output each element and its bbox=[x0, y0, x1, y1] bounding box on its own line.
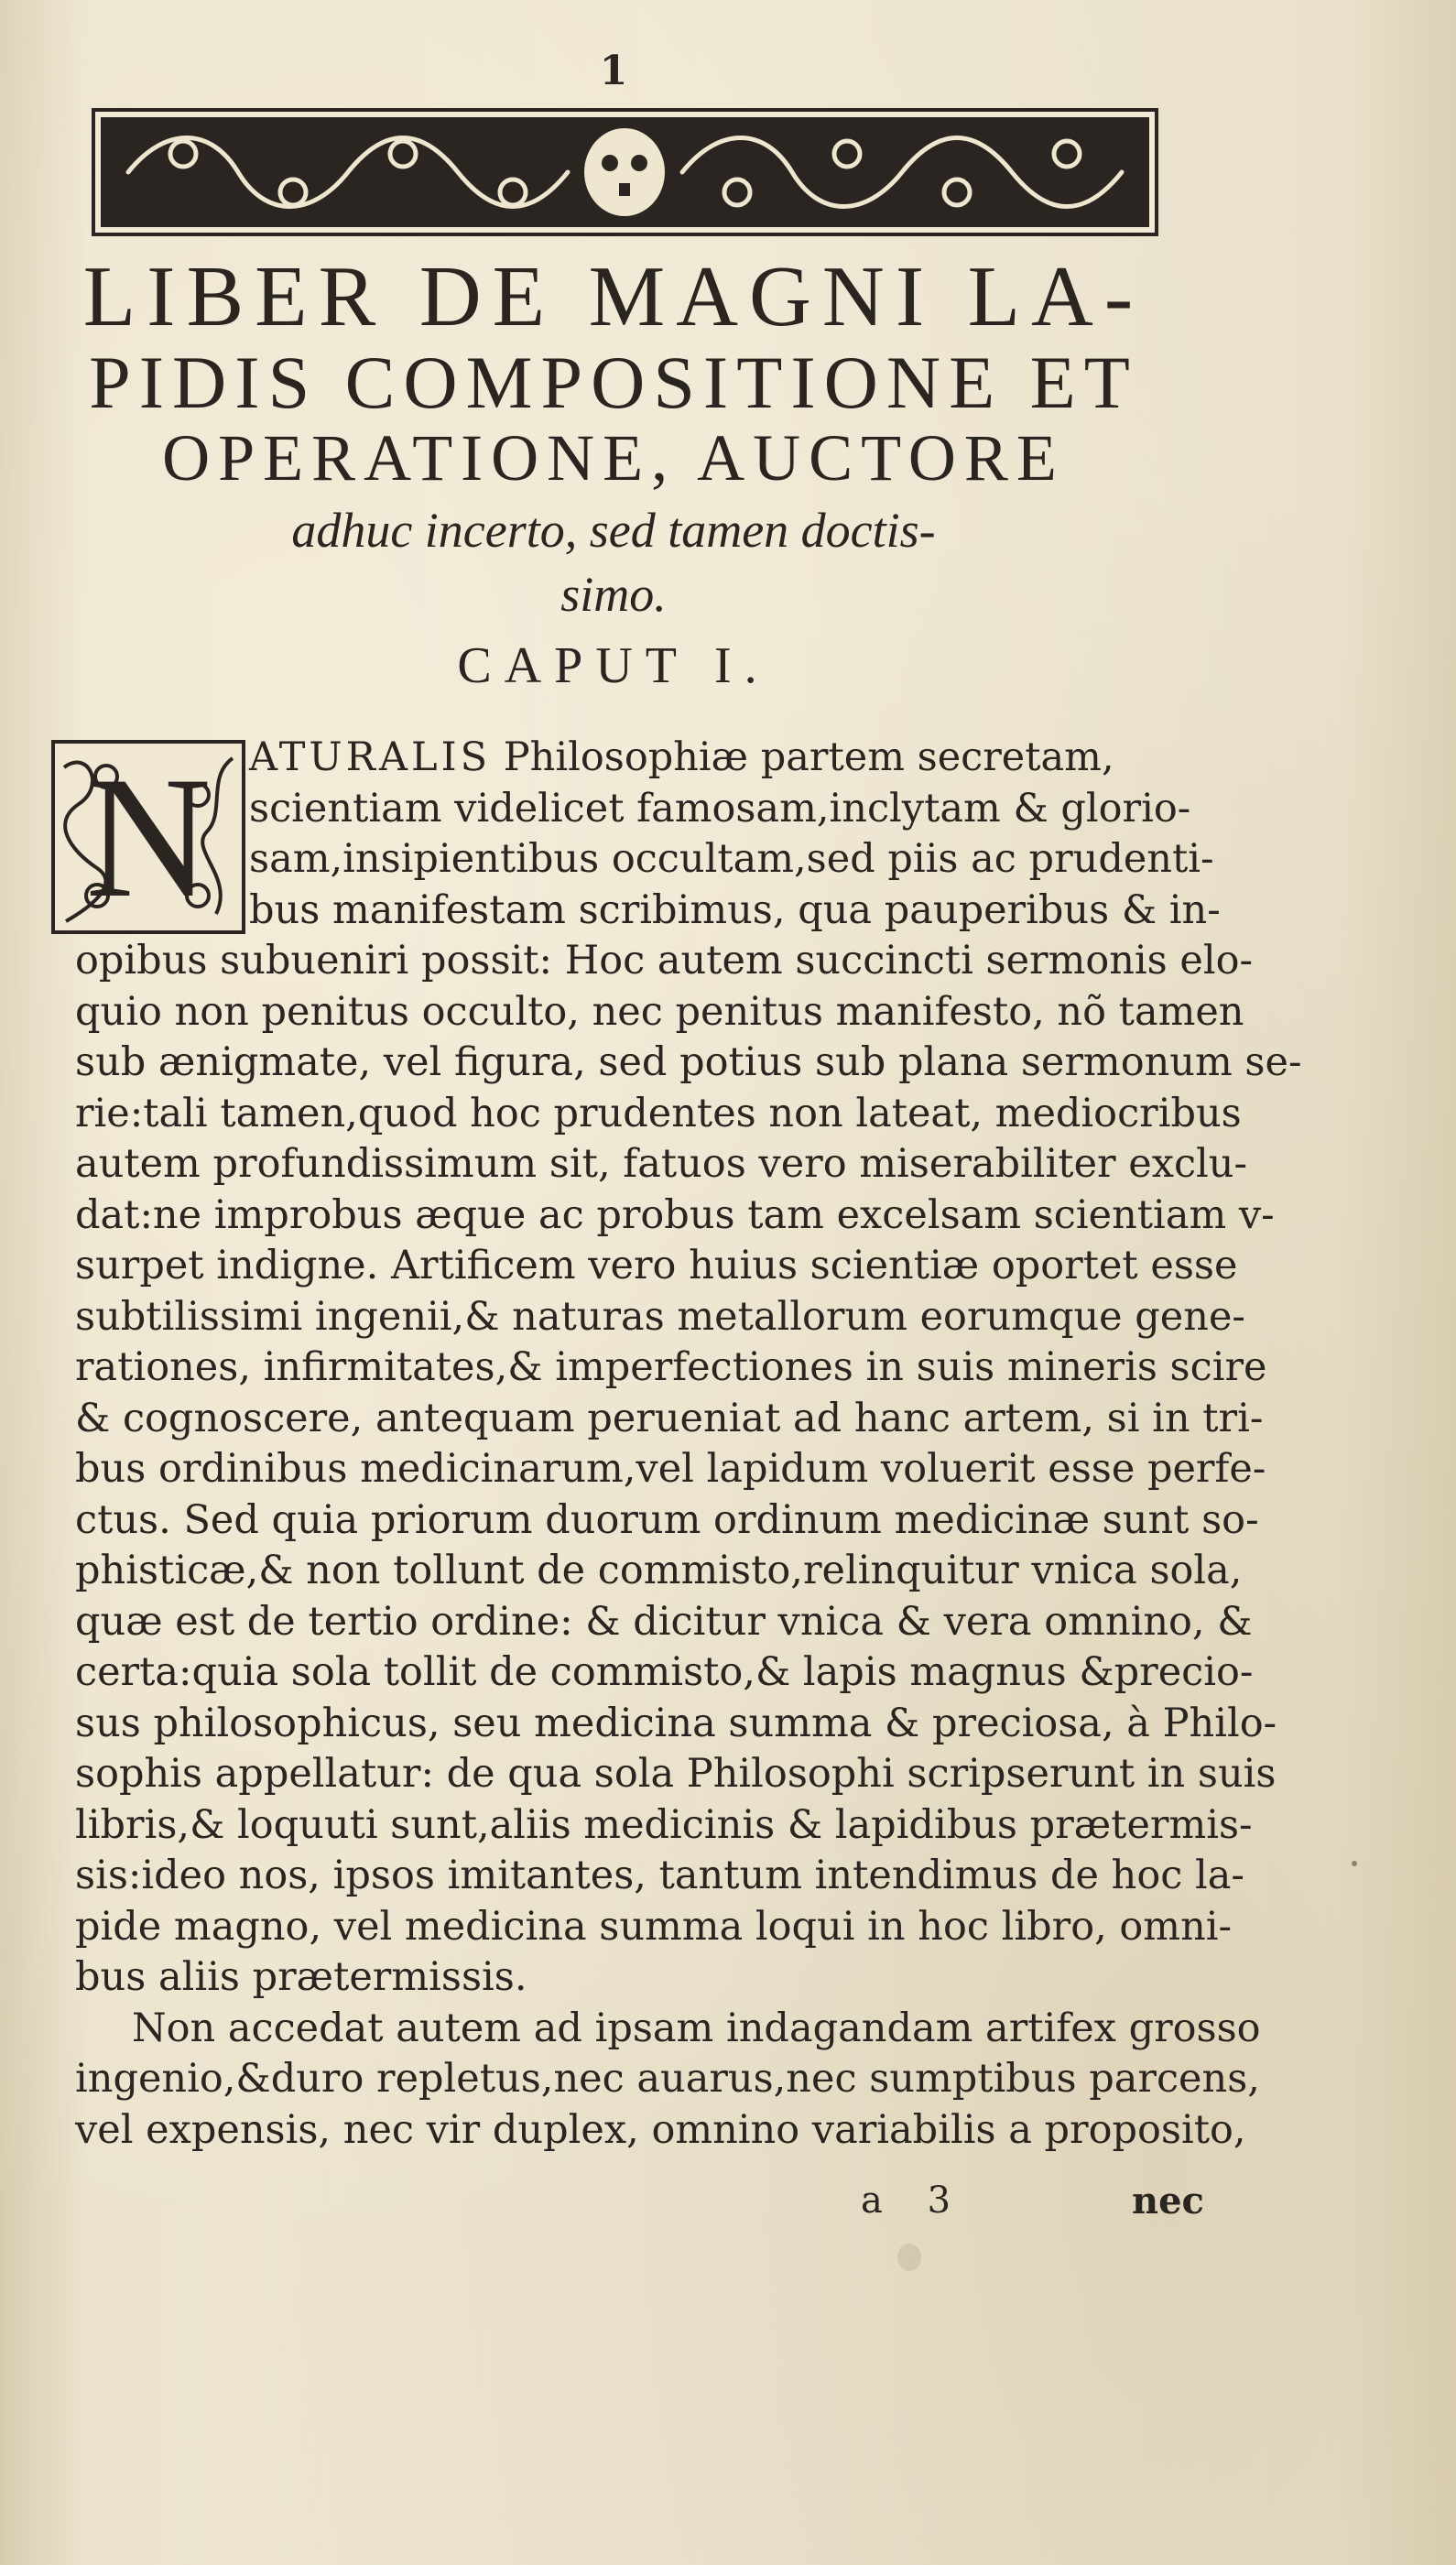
paper-stain bbox=[1352, 1861, 1357, 1866]
text-line: vel expensis, nec vir duplex, omnino variabilis a proposito, bbox=[75, 2106, 1246, 2153]
text-line: dat:ne improbus æque ac probus tam excelsam scientiam v- bbox=[75, 1191, 1275, 1238]
text-line: bus ordinibus medicinarum,vel lapidum voluerit esse perfe- bbox=[75, 1446, 1266, 1492]
text-line: phisticæ,& non tollunt de commisto,relinquitur vnica sola, bbox=[75, 1548, 1243, 1593]
ornamental-headpiece bbox=[92, 108, 1158, 236]
text-line: rationes, infirmitates,& imperfectiones in suis mineris scire bbox=[75, 1344, 1267, 1390]
title-line-1: LIBER DE MAGNI LA- bbox=[82, 249, 1145, 344]
text-line: surpet indigne. Artificem vero huius scientiæ oportet esse bbox=[75, 1243, 1238, 1288]
first-word: ATURALIS bbox=[249, 734, 492, 780]
signature-mark: a 3 bbox=[861, 2179, 968, 2222]
text-line: ingenio,&duro repletus,nec auarus,nec sumptibus parcens, bbox=[75, 2056, 1260, 2102]
text-line: libris,& loquuti sunt,aliis medicinis & lapidibus prætermis- bbox=[75, 1801, 1253, 1848]
text-line: & cognoscere, antequam perueniat ad hanc artem, si in tri- bbox=[75, 1395, 1264, 1441]
paper-stain bbox=[897, 2244, 921, 2271]
text-line: scientiam videlicet famosam,inclytam & glorio- bbox=[249, 785, 1191, 831]
book-title bbox=[37, 249, 1190, 626]
title-line-2: PIDIS COMPOSITIONE ET bbox=[89, 340, 1138, 424]
text-line: opibus subueniri possit: Hoc autem succincti sermonis elo- bbox=[75, 938, 1254, 984]
text-line: subtilissimi ingenii,& naturas metallorum eorumque gene- bbox=[75, 1293, 1245, 1340]
text-line: bus manifestam scribimus, qua pauperibus & in- bbox=[249, 886, 1221, 933]
text-line: sam,insipientibus occultam,sed piis ac prudenti- bbox=[249, 836, 1214, 882]
text-line: certa:quia sola tollit de commisto,& lapis magnus &precio- bbox=[75, 1649, 1254, 1695]
text-line: sub ænigmate, vel figura, sed potius sub plana sermonum se- bbox=[75, 1039, 1302, 1085]
title-line-3: OPERATIONE, AUCTORE bbox=[162, 420, 1065, 495]
text-line: rie:tali tamen,quod hoc prudentes non lateat, mediocribus bbox=[75, 1090, 1242, 1136]
chapter-heading: CAPUT I. bbox=[457, 637, 770, 694]
text-line-content: Philosophiæ partem secretam, bbox=[491, 734, 1114, 780]
text-line: sus philosophicus, seu medicina summa & preciosa, à Philo- bbox=[75, 1700, 1277, 1746]
text-line bbox=[75, 733, 1211, 784]
title-line-4: adhuc incerto, sed tamen doctis- simo. bbox=[291, 502, 936, 623]
text-line: ctus. Sed quia priorum duorum ordinum medicinæ sunt so- bbox=[75, 1496, 1259, 1543]
text-line: quio non penitus occulto, nec penitus manifesto, nõ tamen bbox=[75, 988, 1244, 1035]
page-number: 1 bbox=[599, 48, 628, 94]
initial-letter: N bbox=[85, 742, 212, 934]
text-line: sis:ideo nos, ipsos imitantes, tantum intendimus de hoc la- bbox=[75, 1853, 1244, 1898]
page-footer bbox=[0, 2179, 1456, 2234]
text-line: pide magno, vel medicina summa loqui in hoc libro, omni- bbox=[75, 1903, 1233, 1950]
catchword: nec bbox=[1132, 2179, 1204, 2223]
text-line: bus aliis prætermissis. bbox=[75, 1954, 527, 2000]
body-text bbox=[75, 733, 1302, 2156]
text-line: quæ est de tertio ordine: & dicitur vnica & vera omnino, & bbox=[75, 1598, 1253, 1645]
text-line: sophis appellatur: de qua sola Philosophi scripserunt in suis bbox=[75, 1751, 1277, 1797]
text-line: autem profundissimum sit, fatuos vero miserabiliter exclu- bbox=[75, 1141, 1248, 1187]
text-line: Non accedat autem ad ipsam indagandam artifex grosso bbox=[132, 2005, 1261, 2051]
